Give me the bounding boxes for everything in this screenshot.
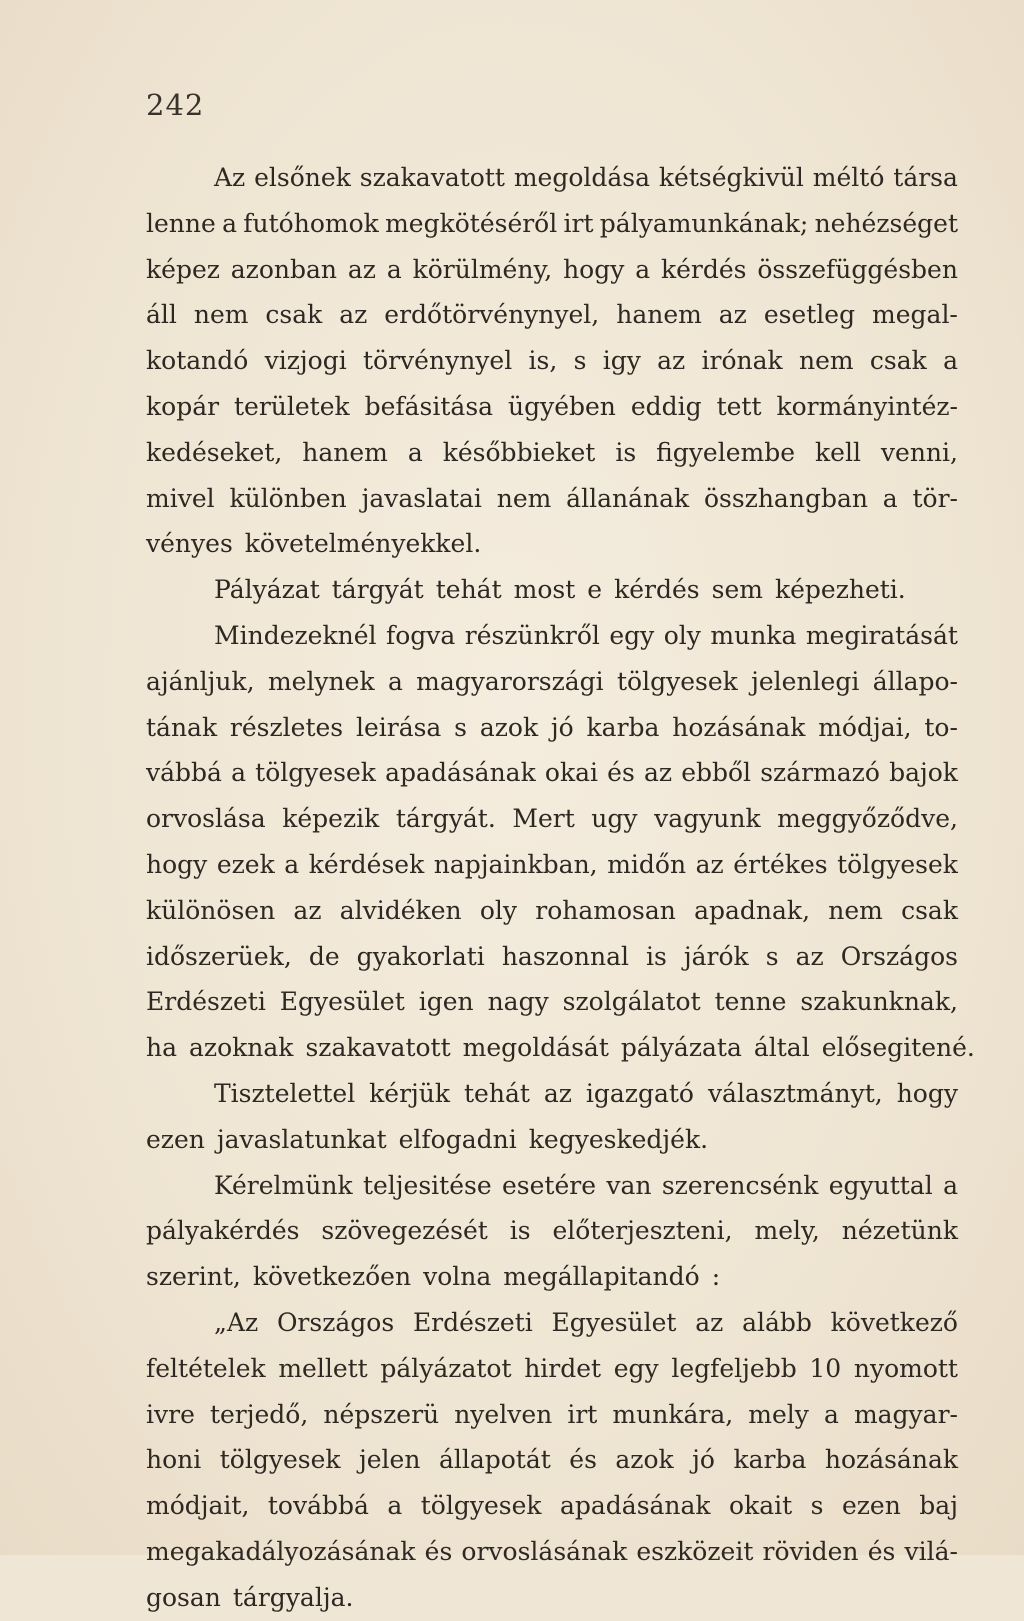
word: terjedő, <box>209 1399 309 1429</box>
word: képezheti. <box>774 575 906 605</box>
word: az <box>347 254 376 284</box>
word: okai <box>544 758 599 788</box>
word: kotandó <box>146 346 249 376</box>
word: s <box>765 941 779 971</box>
word: szerint, <box>146 1262 241 1292</box>
word: irónak <box>701 346 783 376</box>
word: apadásának <box>559 1491 711 1521</box>
word: ebből <box>681 758 752 788</box>
word: lenne <box>146 208 216 238</box>
word: állanának <box>566 483 690 513</box>
word: baj <box>919 1491 958 1521</box>
word: tölgyesek <box>617 666 738 696</box>
word: állapo- <box>872 666 958 696</box>
word: elsőnek <box>254 163 351 192</box>
word: is <box>646 941 667 971</box>
word: a <box>231 758 247 788</box>
text-line <box>146 201 958 247</box>
word: megakadályozásának <box>146 1536 416 1566</box>
word: egy <box>609 620 655 650</box>
page-number: 242 <box>146 88 205 122</box>
text-line <box>146 384 958 430</box>
word: csak <box>265 300 323 330</box>
word: honi <box>146 1445 202 1475</box>
word: kedéseket, <box>146 437 283 467</box>
word: megállapitandó <box>503 1262 700 1292</box>
text-line <box>146 247 958 293</box>
text-line <box>146 1483 958 1529</box>
word: ajánljuk, <box>146 666 255 696</box>
word: kérjük <box>369 1078 451 1108</box>
word: csak <box>869 346 927 376</box>
word: hanem <box>616 300 702 330</box>
word: magyar- <box>853 1399 958 1429</box>
word: csak <box>901 895 958 925</box>
word: to- <box>924 712 958 742</box>
word: apadásának <box>385 758 536 788</box>
word: kormányintéz- <box>776 391 958 421</box>
word: rohamosan <box>535 895 676 925</box>
word: áll <box>146 300 177 330</box>
word: igen <box>418 987 474 1017</box>
word: a <box>387 1491 403 1521</box>
word: összhangban <box>703 483 868 513</box>
word: legfeljebb <box>671 1353 797 1383</box>
word: által <box>753 1033 810 1063</box>
word: hozásának <box>824 1445 958 1475</box>
word: kérdés <box>660 254 747 284</box>
word: Tisztelettel <box>214 1078 356 1108</box>
word: választmányt, <box>707 1078 883 1108</box>
word: vizjogi <box>264 346 347 376</box>
word: az <box>657 346 686 376</box>
word: Erdészeti <box>146 987 266 1017</box>
text-line <box>146 338 958 384</box>
word: megal- <box>872 300 958 330</box>
word: a <box>943 1170 958 1200</box>
word: Egyesület <box>551 1307 677 1337</box>
word: is, <box>528 346 558 376</box>
text-line <box>146 1300 958 1346</box>
word: nem <box>828 895 883 925</box>
word: ezen <box>146 1124 205 1154</box>
word: szakavatott <box>305 1033 451 1063</box>
word: is <box>615 437 637 467</box>
word: kérdések <box>308 849 425 879</box>
word: és <box>607 758 635 788</box>
word: venni, <box>880 437 958 467</box>
word: pályázata <box>620 1033 742 1063</box>
word: hogy <box>563 254 625 284</box>
word: okait <box>729 1491 793 1521</box>
word: nézetünk <box>841 1216 958 1246</box>
word: elfogadni <box>398 1124 517 1154</box>
word: irt <box>563 208 594 238</box>
word: kopár <box>146 391 220 421</box>
word: megoldását <box>462 1033 609 1063</box>
word: esetére <box>501 1170 596 1200</box>
text-line <box>146 979 958 1025</box>
word: különösen <box>146 895 276 925</box>
word: későbbieket <box>442 437 596 467</box>
word: nyomott <box>853 1353 958 1383</box>
word: nyelven <box>454 1399 553 1429</box>
word: sem <box>711 575 763 605</box>
body-text <box>146 155 975 1621</box>
word: alább <box>742 1307 812 1337</box>
word: szerencsénk <box>661 1170 819 1200</box>
word: tehát <box>435 575 502 605</box>
word: Pályázat <box>214 575 320 605</box>
word: Országos <box>276 1307 395 1337</box>
text-line <box>146 934 958 980</box>
word: hanem <box>302 437 388 467</box>
word: szolgálatot <box>562 987 701 1017</box>
word: igy <box>602 346 641 376</box>
word: szakavatott <box>359 163 505 192</box>
word: Kérelmünk <box>214 1170 353 1200</box>
word: pályakérdés <box>146 1216 300 1246</box>
word: körülmény, <box>412 254 553 284</box>
word: területek <box>233 391 350 421</box>
word: jó <box>692 1445 715 1475</box>
word: jó <box>550 712 574 742</box>
word: pályázatot <box>380 1353 512 1383</box>
word: nem <box>496 483 552 513</box>
word: Az <box>214 163 246 192</box>
word: méltó <box>812 163 885 192</box>
word: volna <box>423 1262 492 1292</box>
word: képez <box>146 254 220 284</box>
word: s <box>454 712 467 742</box>
word: esetleg <box>763 300 856 330</box>
word: 10 <box>809 1353 842 1383</box>
word: az <box>718 300 747 330</box>
word: eszközeit <box>636 1536 754 1566</box>
word: s <box>573 346 587 376</box>
word: is <box>509 1216 531 1246</box>
word: módjai, <box>818 712 912 742</box>
word: és <box>569 1445 597 1475</box>
word: teljesitése <box>362 1170 492 1200</box>
word: az <box>695 1307 724 1337</box>
word: tölgyesek <box>219 1445 341 1475</box>
word: a <box>943 346 958 376</box>
word: következő <box>830 1307 958 1337</box>
text-line <box>146 705 958 751</box>
text-line <box>146 1346 958 1392</box>
text-line <box>146 476 958 522</box>
word: hirdet <box>524 1353 602 1383</box>
word: módjait, <box>146 1491 250 1521</box>
text-line <box>146 1437 958 1483</box>
text-line <box>146 1071 958 1117</box>
word: a <box>823 1399 839 1429</box>
word: tölgyesek <box>837 849 958 879</box>
word: tölgyesek <box>420 1491 542 1521</box>
text-line <box>146 1025 975 1071</box>
word: származó <box>760 758 880 788</box>
text-line <box>146 888 958 934</box>
word: nehézséget <box>814 208 958 238</box>
word: bajok <box>889 758 958 788</box>
word: melynek <box>267 666 375 696</box>
word: vagyunk <box>654 804 761 834</box>
word: tett <box>716 391 762 421</box>
word: a <box>882 483 898 513</box>
word: egy <box>613 1353 659 1383</box>
word: meggyőződve, <box>777 804 958 834</box>
word: tárgyát <box>331 575 424 605</box>
text-line <box>146 567 958 613</box>
word: napjainkban, <box>433 849 598 879</box>
word: igazgató <box>585 1078 694 1108</box>
word: mely <box>748 1399 809 1429</box>
word: és <box>867 1536 896 1566</box>
word: apadnak, <box>694 895 811 925</box>
word: oly <box>663 620 701 650</box>
word: megoldása <box>513 163 651 192</box>
word: a <box>407 437 423 467</box>
word: megkötéséről <box>385 208 558 238</box>
text-line <box>146 1208 958 1254</box>
word: tárgyalja. <box>232 1582 354 1612</box>
word: s <box>810 1491 824 1521</box>
word: a <box>387 666 403 696</box>
word: munkára, <box>612 1399 734 1429</box>
word: magyarországi <box>416 666 604 696</box>
text-line <box>146 659 958 705</box>
word: futóhomok <box>243 208 379 238</box>
word: haszonnal <box>501 941 629 971</box>
text-line <box>146 1529 958 1575</box>
word: nem <box>798 346 854 376</box>
text-line <box>146 292 958 338</box>
word: különben <box>229 483 347 513</box>
word: képezik <box>282 804 380 834</box>
word: Országos <box>840 941 958 971</box>
word: összefüggésben <box>757 254 958 284</box>
word: elősegitené. <box>821 1033 975 1063</box>
word: megiratását <box>805 620 958 650</box>
text-line <box>146 1254 958 1300</box>
word: munka <box>710 620 797 650</box>
word: vábbá <box>146 758 222 788</box>
word: értékes <box>733 849 828 879</box>
word: ivre <box>146 1399 195 1429</box>
word: a <box>222 208 237 238</box>
word: részletes <box>229 712 344 742</box>
word: pályamunkának; <box>599 208 809 238</box>
word: törvénynyel <box>363 346 513 376</box>
word: következően <box>252 1262 412 1292</box>
word: ezen <box>841 1491 901 1521</box>
word: erdőtörvénynyel, <box>384 300 600 330</box>
word: társa <box>893 163 958 192</box>
text-line <box>146 430 958 476</box>
word: karba <box>733 1445 807 1475</box>
word: jelen <box>359 1445 421 1475</box>
word: továbbá <box>267 1491 369 1521</box>
word: tenne <box>714 987 787 1017</box>
word: ha <box>146 1033 178 1063</box>
word: szövegezését <box>321 1216 488 1246</box>
word: hogy <box>896 1078 958 1108</box>
word: állapotát <box>438 1445 551 1475</box>
word: orvoslása <box>146 804 266 834</box>
word: az <box>695 849 724 879</box>
word: népszerü <box>323 1399 440 1429</box>
word: tölgyesek <box>255 758 376 788</box>
word: az <box>543 1078 572 1108</box>
word: kétségkivül <box>658 163 804 192</box>
word: részünkről <box>464 620 600 650</box>
word: jelenlegi <box>751 666 860 696</box>
word: Mindezeknél <box>214 620 377 650</box>
word: ugy <box>591 804 638 834</box>
word: alvidéken <box>339 895 462 925</box>
word: szakunknak, <box>800 987 958 1017</box>
word: ezek <box>216 849 275 879</box>
word: kérdés <box>614 575 700 605</box>
word: az <box>643 758 673 788</box>
word: az <box>795 941 824 971</box>
word: a <box>284 849 300 879</box>
word: követelményekkel. <box>244 529 482 559</box>
word: „Az <box>214 1307 259 1337</box>
word: hogy <box>146 849 208 879</box>
word: eddig <box>630 391 702 421</box>
word: azonban <box>230 254 338 284</box>
word: de <box>308 941 340 971</box>
word: : <box>711 1262 721 1292</box>
word: röviden <box>762 1536 859 1566</box>
text-line <box>146 613 958 659</box>
word: tehát <box>464 1078 530 1108</box>
word: gosan <box>146 1582 221 1612</box>
word: mellett <box>278 1353 368 1383</box>
word: oly <box>479 895 518 925</box>
word: azoknak <box>189 1033 294 1063</box>
word: időszerüek, <box>146 941 292 971</box>
word: a <box>386 254 402 284</box>
text-line <box>146 1575 958 1621</box>
word: nem <box>193 300 249 330</box>
text-line <box>146 842 958 888</box>
word: javaslatunkat <box>216 1124 387 1154</box>
word: és <box>424 1536 453 1566</box>
word: karba <box>586 712 660 742</box>
word: kegyeskedjék. <box>528 1124 709 1154</box>
word: vilá- <box>904 1536 958 1566</box>
word: mivel <box>146 483 215 513</box>
word: irt <box>567 1399 598 1429</box>
word: ügyében <box>507 391 616 421</box>
word: befásitása <box>364 391 494 421</box>
word: van <box>606 1170 652 1200</box>
word: nagy <box>487 987 549 1017</box>
word: tör- <box>912 483 958 513</box>
word: azok <box>479 712 539 742</box>
word: gyakorlati <box>356 941 485 971</box>
text-line <box>146 750 958 796</box>
word: javaslatai <box>361 483 482 513</box>
word: Egyesület <box>279 987 405 1017</box>
word: egyuttal <box>828 1170 933 1200</box>
word: előterjeszteni, <box>552 1216 733 1246</box>
text-line <box>146 1392 958 1438</box>
word: midőn <box>607 849 687 879</box>
word: vényes <box>146 529 233 559</box>
word: tárgyát. <box>395 804 496 834</box>
word: Mert <box>512 804 575 834</box>
word: hozásának <box>672 712 806 742</box>
word: e <box>587 575 603 605</box>
text-line <box>146 155 958 201</box>
text-line <box>146 796 958 842</box>
word: figyelembe <box>656 437 796 467</box>
word: fogva <box>385 620 456 650</box>
text-line <box>146 1117 958 1163</box>
word: Erdészeti <box>412 1307 533 1337</box>
word: azok <box>615 1445 674 1475</box>
word: orvoslásának <box>461 1536 628 1566</box>
word: járók <box>683 941 749 971</box>
word: leirása <box>355 712 442 742</box>
word: kell <box>815 437 861 467</box>
word: most <box>513 575 576 605</box>
word: a <box>635 254 651 284</box>
word: mely, <box>754 1216 820 1246</box>
text-line <box>146 1163 958 1209</box>
text-line <box>146 521 958 567</box>
word: tának <box>146 712 218 742</box>
word: az <box>293 895 322 925</box>
word: az <box>339 300 368 330</box>
word: feltételek <box>146 1353 266 1383</box>
